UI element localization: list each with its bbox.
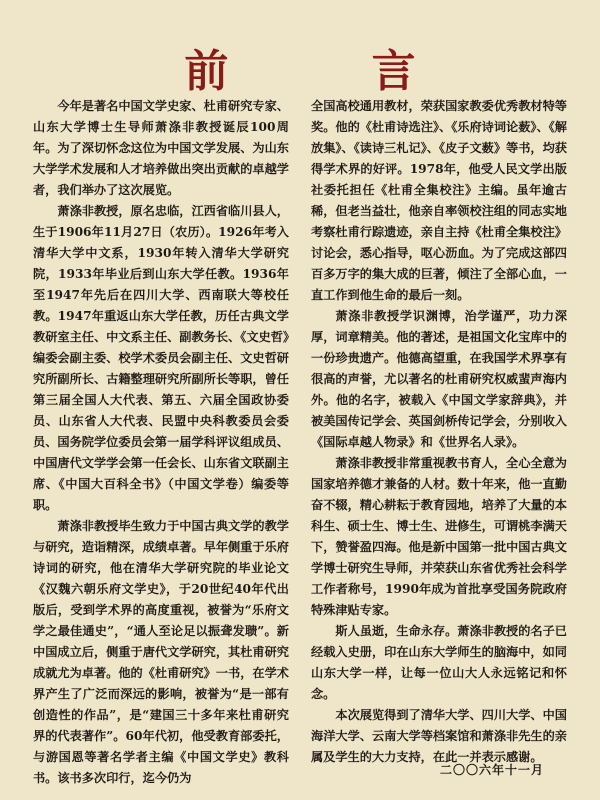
paragraph: 今年是著名中国文学史家、杜甫研究专家、山东大学博士生导师萧涤非教授诞辰100周年。为了深切怀念这位为中国文学发展、为山东大学学术发展和人才培养做出突出贡献的卓越学者，我们举办了这次展览。	[33, 99, 289, 197]
left-column	[33, 96, 289, 789]
paragraph: 萧涤非教授非常重视教书育人，全心全意为国家培养德才兼备的人材。数十年来，他一直勤奋不辍，精心耕耘于教育园地，培养了大量的本科生、硕士生、博士生、进修生，可谓桃李满天下，赞誉盈四海。他是新中国第一批中国古典文学博士研究生导师，并荣获山东省优秀社会科学工作者称号，1990年成为首批享受国务院政府特殊津贴专家。	[311, 456, 567, 617]
date-signature: 二〇〇六年十一月	[439, 763, 544, 777]
paragraph: 萧涤非教授学识渊博，治学谨严，功力深厚，词章精美。他的著述，是祖国文化宝库中的一份珍贵遗产。他德高望重，在我国学术界享有很高的声誉，尤以著名的杜甫研究权威蜚声海内外。他的名字，被载入《中国文学家辞典》，并被美国传记学会、英国剑桥传记学会，分别收入《国际卓越人物录》和《世界名人录》。	[311, 309, 567, 449]
page-title: 前 言	[184, 46, 480, 97]
paragraph: 斯人虽逝，生命永存。萧涤非教授的名子已经载入史册，印在山东大学师生的脑海中，如同山东大学一样，让每一位山大人永远铭记和怀念。	[311, 624, 567, 701]
paragraph: 全国高校通用教材，荣获国家教委优秀教材特等奖。他的《杜甫诗选注》、《乐府诗词论薮》、《解放集》、《读诗三札记》、《皮子文薮》等书，均获得学术界的好评。1978年，他受人民文学出版社委托担任《杜甫全集校注》主编。虽年逾古稀，但老当益壮，他亲自率领校注组的同志实地考察杜甫行踪遗迹，亲自主持《杜甫全集校注》讨论会，悉心指导，呕心沥血。为了完成这部四百多万字的集大成的巨著，倾注了全部心血，一直工作到他生命的最后一刻。	[311, 99, 567, 302]
paragraph: 萧涤非教授，原名忠临，江西省临川县人，生于1906年11月27日（农历）。1926年考入清华大学中文系，1930年转入清华大学研究院，1933年毕业后到山东大学任教。1936年至1947年先后在四川大学、西南联大等校任教。1947年重返山东大学任教，历任古典文学教研室主任、中文系主任、副教务长、《文史哲》编委会副主委、校学术委员会副主任、文史哲研究所副所长、古籍整理研究所副所长等职，曾任第三届全国人大代表、第五、六届全国政协委员、山东省人大代表、民盟中央科教委员会委员、国务院学位委员会第一届学科评议组成员、中国唐代文学学会第一任会长、山东省文联副主席、《中国大百科全书》（中国文学卷）编委等职。	[33, 204, 289, 512]
paragraph: 萧涤非教授毕生致力于中国古典文学的教学与研究，造诣精深，成绩卓著。早年侧重于乐府诗词的研究，他在清华大学研究院的毕业论文《汉魏六朝乐府文学史》，于20世纪40年代出版后，受到学术界的高度重视，被誉为“乐府文学之最佳通史”，“通人至论足以振聋发聩”。新中国成立后，侧重于唐代文学研究，其杜甫研究成就尤为卓著。他的《杜甫研究》一书，在学术界产生了广泛而深远的影响，被誉为“是一部有创造性的作品”，是“建国三十多年来杜甫研究界的代表著作”。60年代初，他受教育部委托，与游国恩等著名学者主编《中国文学史》教科书。该书多次印行，迄今仍为	[33, 519, 289, 785]
right-column	[311, 96, 567, 768]
paragraph: 本次展览得到了清华大学、四川大学、中国海洋大学、云南大学等档案馆和萧涤非先生的亲属及学生的大力支持，在此一并表示感谢。	[311, 708, 567, 764]
